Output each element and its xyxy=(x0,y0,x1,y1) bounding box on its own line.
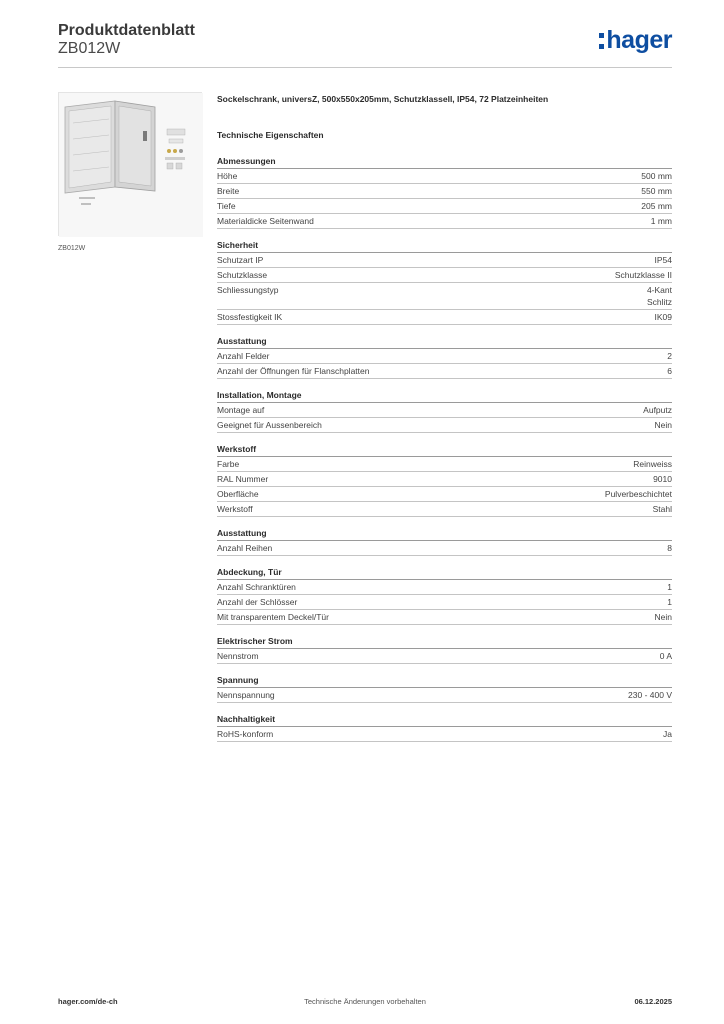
property-section xyxy=(217,635,672,664)
property-section xyxy=(217,527,672,556)
section-title: Installation, Montage xyxy=(217,389,672,403)
property-row xyxy=(217,541,672,556)
property-label: Schutzart IP xyxy=(217,255,264,265)
property-label: Anzahl Reihen xyxy=(217,543,273,553)
property-row xyxy=(217,502,672,517)
property-label: Geeignet für Aussenbereich xyxy=(217,420,322,430)
property-section xyxy=(217,566,672,625)
section-title: Nachhaltigkeit xyxy=(217,713,672,727)
property-row xyxy=(217,487,672,502)
property-section xyxy=(217,335,672,379)
property-label: Werkstoff xyxy=(217,504,253,514)
footer-date: 06.12.2025 xyxy=(634,997,672,1006)
property-row xyxy=(217,580,672,595)
logo-colon-icon xyxy=(599,33,604,49)
property-row xyxy=(217,283,672,310)
property-label: Stossfestigkeit IK xyxy=(217,312,283,322)
property-label: RAL Nummer xyxy=(217,474,269,484)
cabinet-illustration xyxy=(59,93,203,237)
property-label: Anzahl Schranktüren xyxy=(217,582,296,592)
document-title: Produktdatenblatt xyxy=(58,22,195,39)
property-value: 1 mm xyxy=(650,216,672,226)
property-value: Schutzklasse II xyxy=(614,270,672,280)
property-row xyxy=(217,364,672,379)
property-row xyxy=(217,727,672,742)
property-row xyxy=(217,184,672,199)
section-title: Ausstattung xyxy=(217,527,672,541)
properties-sections xyxy=(217,155,672,742)
property-section xyxy=(217,443,672,517)
image-caption: ZB012W xyxy=(58,245,86,252)
hager-logo xyxy=(599,26,672,54)
footer-website: hager.com/de-ch xyxy=(58,997,118,1006)
property-value: Nein xyxy=(654,612,672,622)
property-value: 205 mm xyxy=(641,201,672,211)
property-label: Schliessungstyp xyxy=(217,285,279,295)
property-value: Aufputz xyxy=(643,405,672,415)
property-label: Schutzklasse xyxy=(217,270,268,280)
footer-notice: Technische Änderungen vorbehalten xyxy=(304,997,426,1006)
property-value: 500 mm xyxy=(641,171,672,181)
section-title: Spannung xyxy=(217,674,672,688)
property-row xyxy=(217,214,672,229)
property-row xyxy=(217,199,672,214)
property-row xyxy=(217,253,672,268)
product-description: Sockelschrank, universZ, 500x550x205mm, Schutzklassell, IP54, 72 Platzeinheiten xyxy=(217,94,549,104)
property-label: Tiefe xyxy=(217,201,236,211)
property-label: Oberfläche xyxy=(217,489,259,499)
section-title: Abmessungen xyxy=(217,155,672,169)
property-row xyxy=(217,595,672,610)
section-title: Sicherheit xyxy=(217,239,672,253)
product-image xyxy=(58,92,202,236)
property-label: Farbe xyxy=(217,459,240,469)
property-value: Ja xyxy=(663,729,672,739)
property-row xyxy=(217,268,672,283)
page-header xyxy=(58,20,672,68)
property-label: Nennstrom xyxy=(217,651,259,661)
property-value: 8 xyxy=(667,543,672,553)
property-value: Reinweiss xyxy=(633,459,672,469)
section-title: Ausstattung xyxy=(217,335,672,349)
tech-properties-heading: Technische Eigenschaften xyxy=(217,130,324,140)
property-value: Stahl xyxy=(652,504,672,514)
property-row xyxy=(217,649,672,664)
property-section xyxy=(217,155,672,229)
property-row xyxy=(217,310,672,325)
property-value: 9010 xyxy=(653,474,672,484)
property-label: Breite xyxy=(217,186,240,196)
property-row xyxy=(217,457,672,472)
property-value: Nein xyxy=(654,420,672,430)
property-label: Materialdicke Seitenwand xyxy=(217,216,314,226)
property-value: 230 - 400 V xyxy=(628,690,672,700)
property-section xyxy=(217,674,672,703)
property-label: Anzahl der Öffnungen für Flanschplatten xyxy=(217,366,370,376)
property-label: Montage auf xyxy=(217,405,265,415)
property-value: Pulverbeschichtet xyxy=(604,489,672,499)
property-row xyxy=(217,472,672,487)
property-row xyxy=(217,688,672,703)
property-label: Anzahl der Schlösser xyxy=(217,597,298,607)
property-value: IK09 xyxy=(654,312,672,322)
property-section xyxy=(217,713,672,742)
property-value: 4-Kant Schlitz xyxy=(646,285,672,307)
property-label: Mit transparentem Deckel/Tür xyxy=(217,612,329,622)
property-value: 0 A xyxy=(659,651,672,661)
logo-text: hager xyxy=(606,26,672,54)
product-content xyxy=(217,93,672,742)
property-value: 550 mm xyxy=(641,186,672,196)
property-row xyxy=(217,418,672,433)
property-row xyxy=(217,349,672,364)
property-row xyxy=(217,610,672,625)
section-title: Werkstoff xyxy=(217,443,672,457)
property-value: 1 xyxy=(667,582,672,592)
property-value: 6 xyxy=(667,366,672,376)
property-label: Anzahl Felder xyxy=(217,351,270,361)
property-label: Nennspannung xyxy=(217,690,275,700)
property-value: 1 xyxy=(667,597,672,607)
product-code: ZB012W xyxy=(58,40,121,57)
property-row xyxy=(217,403,672,418)
property-row xyxy=(217,169,672,184)
property-section xyxy=(217,389,672,433)
property-label: RoHS-konform xyxy=(217,729,274,739)
property-value: IP54 xyxy=(654,255,672,265)
section-title: Elektrischer Strom xyxy=(217,635,672,649)
page-footer xyxy=(58,997,672,1011)
property-value: 2 xyxy=(667,351,672,361)
property-label: Höhe xyxy=(217,171,238,181)
property-section xyxy=(217,239,672,325)
section-title: Abdeckung, Tür xyxy=(217,566,672,580)
